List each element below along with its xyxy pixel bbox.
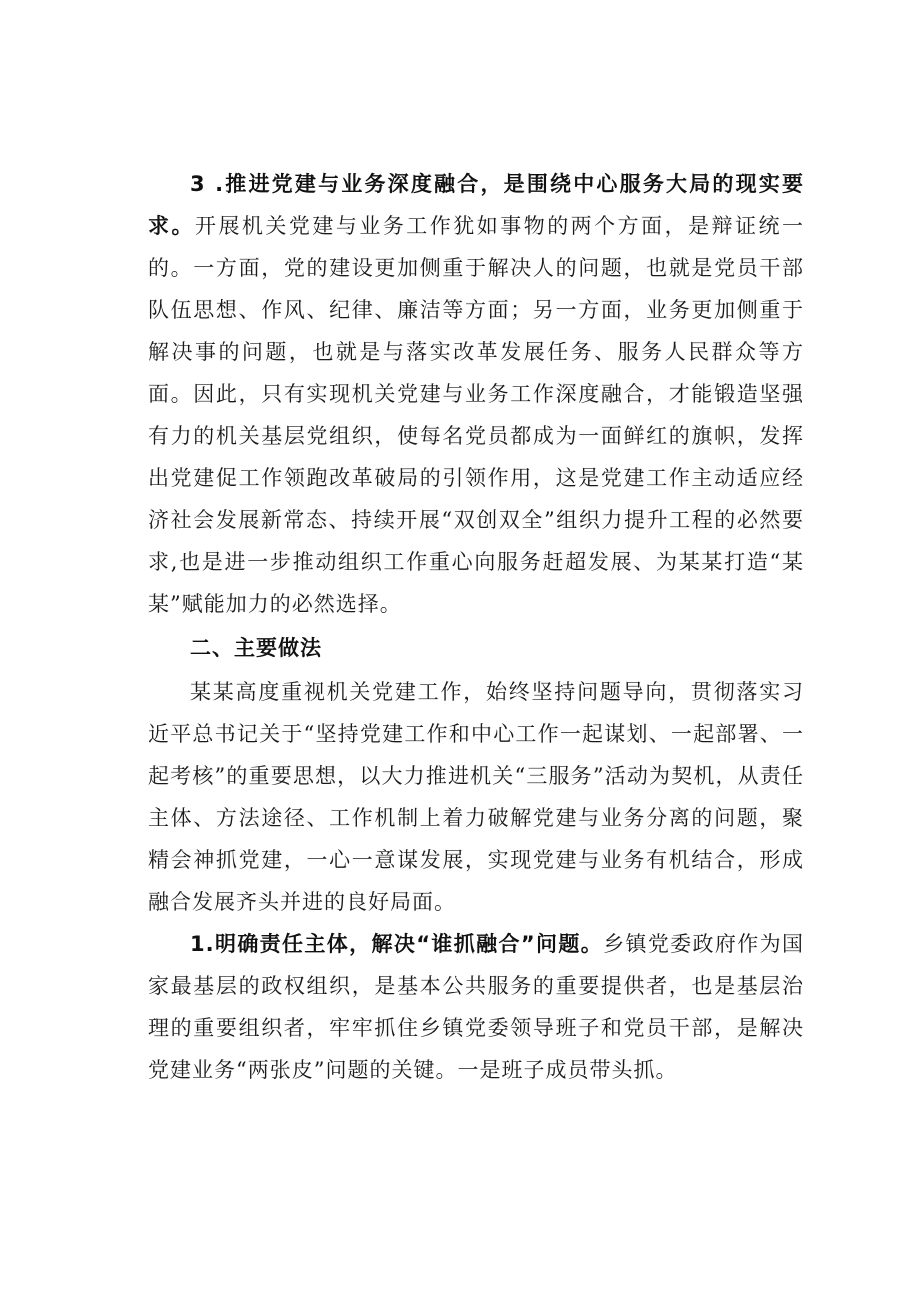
paragraph-lead-bold: 3 .推进党建与业务深度融合，是围绕中心服务大局的现实要求。	[148, 172, 804, 238]
paragraph-lead-bold: 1.明确责任主体，解决“谁抓融合”问题。	[190, 932, 604, 956]
paragraph-clarify-responsibility	[148, 923, 804, 1091]
paragraph-main-practices-intro: 某某高度重视机关党建工作，始终坚持问题导向，贯彻落实习近平总书记关于“坚持党建工作和中心工作一起谋划、一起部署、一起考核”的重要思想，以大力推进机关“三服务”活动为契机，从责任主体、方法途径、工作机制上着力破解党建与业务分离的问题，聚精会神抓党建，一心一意谋发展，实现党建与业务有机结合，形成融合发展齐头并进的良好局面。	[148, 680, 804, 914]
paragraph-text: 乡镇党委政府作为国家最基层的政权组织，是基本公共服务的重要提供者，也是基层治理的重要组织者，牢牢抓住乡镇党委领导班子和党员干部，是解决党建业务“两张皮”问题的关键。一是班子成员带头抓。	[148, 932, 804, 1082]
document-body	[148, 163, 804, 1091]
section-heading-main-practices: 二、主要做法	[190, 636, 322, 660]
paragraph-text: 开展机关党建与业务工作犹如事物的两个方面，是辩证统一的。一方面，党的建设更加侧重于解决人的问题，也就是党员干部队伍思想、作风、纪律、廉洁等方面；另一方面，业务更加侧重于解决事的问题，也就是与落实改革发展任务、服务人民群众等方面。因此，只有实现机关党建与业务工作深度融合，才能锻造坚强有力的机关基层党组织，使每名党员都成为一面鲜红的旗帜，发挥出党建促工作领跑改革破局的引领作用，这是党建工作主动适应经济社会发展新常态、持续开展“双创双全”组织力提升工程的必然要求,也是进一步推动组织工作重心向服务赶超发展、为某某打造“某某”赋能加力的必然选择。	[148, 214, 805, 616]
paragraph-party-building-integration	[148, 163, 804, 625]
